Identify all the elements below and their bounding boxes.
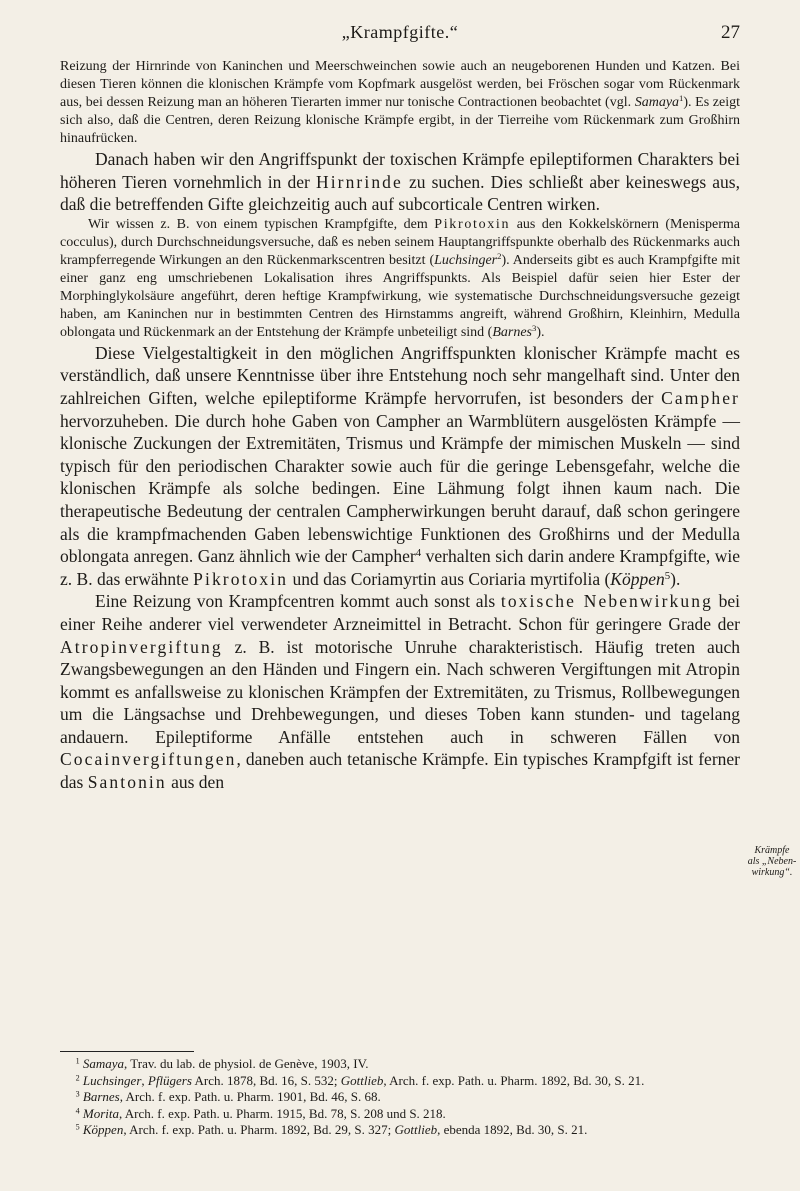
emphasis-term: Pikrotoxin <box>434 216 511 232</box>
footnote-ref: 4 <box>415 547 422 560</box>
margin-note: Krämpfe als „Neben- wirkung“. <box>747 845 797 878</box>
emphasis-term: toxische Nebenwirkung <box>500 591 713 612</box>
author-citation: Barnes <box>492 324 532 340</box>
emphasis-term: Hirnrinde <box>315 171 403 192</box>
emphasis-term: Cocainvergiftungen <box>60 749 237 770</box>
footnote-ref: 2 <box>497 251 502 262</box>
footnote-ref: 1 <box>679 93 684 104</box>
footnote: $^2$ Luchsinger, Pflügers Arch. 1878, Bd. 16, S. 532; Gottlieb, Arch. f. exp. Path. u. Pharm. 1892, Bd. 30, S. 21. <box>75 1072 645 1088</box>
emphasis-term: Campher <box>661 387 740 408</box>
footnote: $^4$ Morita, Arch. f. exp. Path. u. Pharm. 1915, Bd. 78, S. 208 und S. 218. <box>75 1105 446 1121</box>
page-number: 27 <box>721 22 740 43</box>
author-citation: Samaya <box>634 95 680 110</box>
paragraph-2: Danach haben wir den Angriffspunkt der toxischen Krämpfe epileptiformen Charakters bei höheren Tieren vornehmlich in der Hirnrinde zu suchen. Dies schließt aber keineswegs aus, daß die betreffenden Gifte gleichzeitig auch auf subcorticale Centren wirken. <box>60 149 740 215</box>
footnote-divider <box>60 1051 194 1052</box>
footnote: $^1$ Samaya, Trav. du lab. de physiol. de Genève, 1903, IV. <box>75 1056 369 1071</box>
emphasis-term: Santonin <box>87 772 167 793</box>
emphasis-term: Pikrotoxin <box>193 568 289 589</box>
running-head <box>60 22 740 50</box>
paragraph-5: Eine Reizung von Krampfcentren kommt auch sonst als toxische Nebenwirkung bei einer Reihe anderer viel verwendeter Arzneimittel in Betracht. Schon für geringere Grade der Atropinvergiftung z. B. ist motorische Unruhe charakteristisch. Häufig treten auch Zwangsbewegungen an den Händen und Fingern ein. Nach schweren Vergiftungen mit Atropin kommt es anfallsweise zu klonischen Krämpfen der Extremitäten, zu Trismus, Rollbewegungen um die Längsachse und Drehbewegungen, und dieses Toben kann stunden- und tagelang andauern. Epileptiforme Anfälle entstehen auch in schweren Fällen von Cocainvergiftungen, daneben auch tetanische Krämpfe. Ein typisches Krampfgift ist ferner das Santonin aus den <box>60 591 740 793</box>
paragraph-3: Wir wissen z. B. von einem typischen Krampfgifte, dem Pikrotoxin aus den Kokkelskörnern (Menisperma cocculus), durch Durchschneidungsversuche, daß es neben seinem Hauptangriffspunkte oberhalb des Rückenmarks auch krampferregende Wirkungen an den Rückenmarkscentren besitzt (Luchsinger$^2$). Anderseits gibt es auch Krampfgifte mit einer ganz eng umschriebenen Lokalisation ihres Angriffspunkts. Als Beispiel dafür seien hier Ester der Morphinglykolsäure angeführt, deren heftige Krampfwirkung, wie systematische Durchschneidungsversuche gezeigt haben, am Kaninchen nur in bestimmten Centren des Hirnstamms angreift, während Großhirn, Kleinhirn, Medulla oblongata und Rückenmark an der Entstehung der Krämpfe unbeteiligt sind (Barnes$^3$). <box>60 216 741 340</box>
footnote-ref: 3 <box>532 323 537 334</box>
running-title: „Krampfgifte.“ <box>341 22 459 42</box>
footnote-ref: 5 <box>664 569 671 582</box>
footnote: $^3$ Barnes, Arch. f. exp. Path. u. Pharm. 1901, Bd. 46, S. 68. <box>75 1089 381 1104</box>
paragraph-4: Diese Vielgestaltigkeit in den möglichen Angriffspunkten klonischer Krämpfe macht es verständlich, daß unsere Kenntnisse über ihre Entstehung noch sehr mangelhaft sind. Unter den zahlreichen Giften, welche epileptiforme Krämpfe hervorrufen, ist besonders der Campher hervorzuheben. Die durch hohe Gaben von Campher an Warmblütern ausgelösten Krämpfe — klonische Zuckungen der Extremitäten, Trismus und Krämpfe der mimischen Muskeln — sind typisch für den periodischen Charakter sowie auch für die geringe Lebensgefahr, welche die klonischen Krämpfe als solche bedingen. Eine Lähmung folgt ihnen kaum nach. Die therapeutische Bedeutung der centralen Campherwirkungen beruht darauf, daß schon geringere als die krampfmachenden Gaben lebenswichtige Funktionen des Großhirns und der Medulla oblongata anregen. Ganz ähnlich wie der Campher$^4$ verhalten sich darin andere Krampfgifte, wie z. B. das erwähnte Pikrotoxin und das Coriamyrtin aus Coriaria myrtifolia (Köppen$^5$). <box>60 342 740 589</box>
author-citation: Luchsinger <box>434 252 498 268</box>
paragraph-1: Reizung der Hirnrinde von Kaninchen und Meerschweinchen sowie auch an neugeborenen Hunden und Katzen. Bei diesen Tieren können die klonischen Krämpfe vom Kopfmark ausgelöst werden, bei Fröschen sogar vom Rückenmark aus, bei dessen Reizung man an höheren Tierarten immer nur tonische Contractionen beobachtet (vgl. Samaya$^1$). Es zeigt sich also, daß die Centren, deren Reizung klonische Krämpfe ergibt, in der Tierreihe vom Rückenmark zum Großhirn hinaufrücken. <box>60 59 740 146</box>
footnotes <box>60 1056 740 1139</box>
body-text <box>60 58 740 794</box>
footnote: $^5$ Köppen, Arch. f. exp. Path. u. Pharm. 1892, Bd. 29, S. 327; Gottlieb, ebenda 1892, Bd. 30, S. 21. <box>75 1122 588 1137</box>
author-citation: Köppen <box>610 568 665 589</box>
emphasis-term: Atropinvergiftung <box>60 636 223 657</box>
